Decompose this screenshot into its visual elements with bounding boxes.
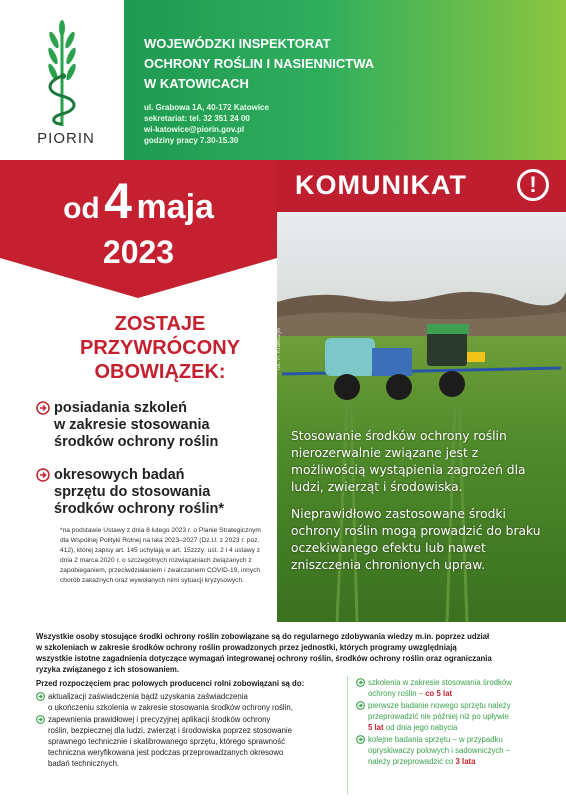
list-item bbox=[356, 677, 556, 699]
frequency-list bbox=[356, 677, 556, 768]
intro-paragraph bbox=[36, 631, 556, 675]
header-banner bbox=[124, 0, 566, 160]
list-item-line: aktualizacji zaświadczenia bądź uzyskania zaświadczenia bbox=[48, 692, 248, 701]
caption-paragraph-1: Stosowanie środków ochrony roślin nierozerwalnie związane jest z możliwością wystąpienia zagrożeń dla ludzi, zwierząt i środowiska. bbox=[291, 429, 526, 494]
list-item-line: szkolenia w zakresie stosowania środków bbox=[368, 678, 512, 687]
logo-text: PIORIN bbox=[37, 130, 95, 147]
intro-line: Wszystkie osoby stosujące środki ochrony roślin zobowiązane są do regularnego zdobywania wiedzy m.in. poprzez udział bbox=[36, 632, 490, 641]
list-item-line: sprawnego technicznie i skalibrowanego sprzętu, którego sprawność bbox=[48, 737, 286, 746]
list-item-line: o ukończeniu szkolenia w zakresie stosowania środków ochrony roślin, bbox=[48, 703, 293, 712]
address: ul. Grabowa 1A, 40-172 Katowice bbox=[144, 103, 269, 112]
arrow-circle-icon bbox=[356, 735, 365, 744]
intro-line: w szkoleniach w zakresie środków ochrony roślin prowadzonych przez jednostki, których programy uwzględniają bbox=[36, 643, 457, 652]
bullet-line: okresowych badań bbox=[54, 467, 185, 483]
footnote: *na podstawie Ustawy z dnia 8 lutego 2023 r. o Planie Strategicznym dla Wspólnej Polityki Rolnej na lata 2023–2027 (Dz.U. z 2023 r. poz. 412), której zapisy art. 145 uchylają w art. 15zzzy: ust. 2 i 4 ustawy z dnia 2 marca 2020 r. o szczególnych rozwiązaniach związanych z zapobieganiem, przeciwdziałaniem i zwalczaniem COVID-19, innych chorób zakaźnych oraz wywołanych nimi sytuacji kryzysowych. bbox=[60, 527, 261, 584]
contact-info bbox=[144, 102, 269, 146]
intro-line: wszystkie istotne zagadnienia dotyczące wymagań integrowanej ochrony roślin, środków ochrony roślin oraz ograniczania bbox=[36, 654, 492, 663]
headline-line: PRZYWRÓCONY bbox=[80, 337, 240, 359]
org-name-line: W KATOWICACH bbox=[144, 76, 249, 91]
list-item bbox=[356, 700, 556, 733]
bullet-line: środków ochrony roślin* bbox=[54, 501, 224, 517]
org-name-line: WOJEWÓDZKI INSPEKTORAT bbox=[144, 36, 331, 51]
exclamation-circle-icon: ! bbox=[517, 169, 549, 201]
list-item-text: należy przeprowadzić co bbox=[368, 757, 456, 766]
logo bbox=[0, 0, 124, 160]
bullet-line: w zakresie stosowania bbox=[54, 417, 210, 433]
interval-value: 3 lata bbox=[455, 757, 476, 766]
list-item-line: roślin, bezpiecznej dla ludzi, zwierząt i środowiska poprzez stosowanie bbox=[48, 726, 292, 735]
org-name-line: OCHRONY ROŚLIN I NASIENNICTWA bbox=[144, 56, 375, 71]
komunikat-label: KOMUNIKAT bbox=[295, 170, 467, 200]
date-od: od bbox=[63, 192, 100, 225]
list-item bbox=[356, 734, 556, 767]
arrow-circle-icon bbox=[36, 692, 45, 701]
list-item-line: opryskiwaczy polowych i sadowniczych – bbox=[368, 746, 511, 755]
organization-name bbox=[144, 34, 444, 94]
column-divider bbox=[347, 676, 348, 794]
photo-caption bbox=[291, 428, 556, 584]
list-item-line bbox=[368, 688, 556, 699]
list-item-line bbox=[368, 756, 556, 767]
piorin-logo-icon bbox=[26, 18, 98, 128]
arrow-circle-icon bbox=[36, 468, 50, 482]
headline-line: ZOSTAJE bbox=[114, 313, 206, 335]
bullet-line: sprzętu do stosowania bbox=[54, 484, 211, 500]
date-year: 2023 bbox=[102, 234, 175, 270]
obligations-title: Przed rozpoczęciem prac polowych producenci rolni zobowiązani są do: bbox=[36, 679, 305, 688]
arrow-circle-icon bbox=[36, 401, 50, 415]
list-item bbox=[36, 714, 336, 769]
bullet-line: środków ochrony roślin bbox=[54, 434, 219, 450]
bullet-line: posiadania szkoleń bbox=[54, 400, 187, 416]
date-main bbox=[0, 172, 277, 230]
headline bbox=[60, 312, 260, 384]
date-month: maja bbox=[136, 188, 214, 226]
list-item-line: badań technicznych. bbox=[48, 759, 120, 768]
date-day: 4 bbox=[104, 173, 132, 229]
list-item-line: zapewnienia prawidłowej i precyzyjnej aplikacji środków ochrony bbox=[48, 715, 271, 724]
office-hours: godziny pracy 7.30-15.30 bbox=[144, 136, 239, 145]
list-item-text: od dnia jego nabycia bbox=[383, 723, 458, 732]
arrow-circle-icon bbox=[36, 715, 45, 724]
headline-line: OBOWIĄZEK: bbox=[94, 361, 226, 383]
photo-credit: fot. P. Krawczyk bbox=[276, 327, 282, 370]
email-link[interactable]: wi-katowice@piorin.gov.pl bbox=[144, 125, 245, 134]
intro-line: ryzyka związanego z ich stosowaniem. bbox=[36, 665, 179, 674]
list-item-line: przeprowadzić nie później niż po upływie bbox=[368, 712, 509, 721]
list-item-line: kolejne badania sprzętu – w przypadku bbox=[368, 735, 503, 744]
list-item-text: ochrony roślin – bbox=[368, 689, 426, 698]
phone: sekretariat: tel. 32 351 24 00 bbox=[144, 114, 250, 123]
list-item-line bbox=[368, 722, 556, 733]
list-item bbox=[36, 691, 336, 713]
arrow-circle-icon bbox=[356, 678, 365, 687]
komunikat-bar bbox=[277, 160, 566, 212]
obligations-list bbox=[36, 691, 336, 770]
caption-paragraph-2: Nieprawidłowo zastosowane środki ochrony roślin mogą prowadzić do braku oczekiwanego efektu lub nawet zniszczenia chronionych upraw. bbox=[291, 507, 541, 572]
arrow-circle-icon bbox=[356, 701, 365, 710]
interval-value: co 5 lat bbox=[425, 689, 453, 698]
interval-value: 5 lat bbox=[368, 723, 384, 732]
list-item-line: techniczna weryfikowana jest podczas przeprowadzanych okresowo bbox=[48, 748, 284, 757]
list-item-line: pierwsze badanie nowego sprzętu należy bbox=[368, 701, 511, 710]
